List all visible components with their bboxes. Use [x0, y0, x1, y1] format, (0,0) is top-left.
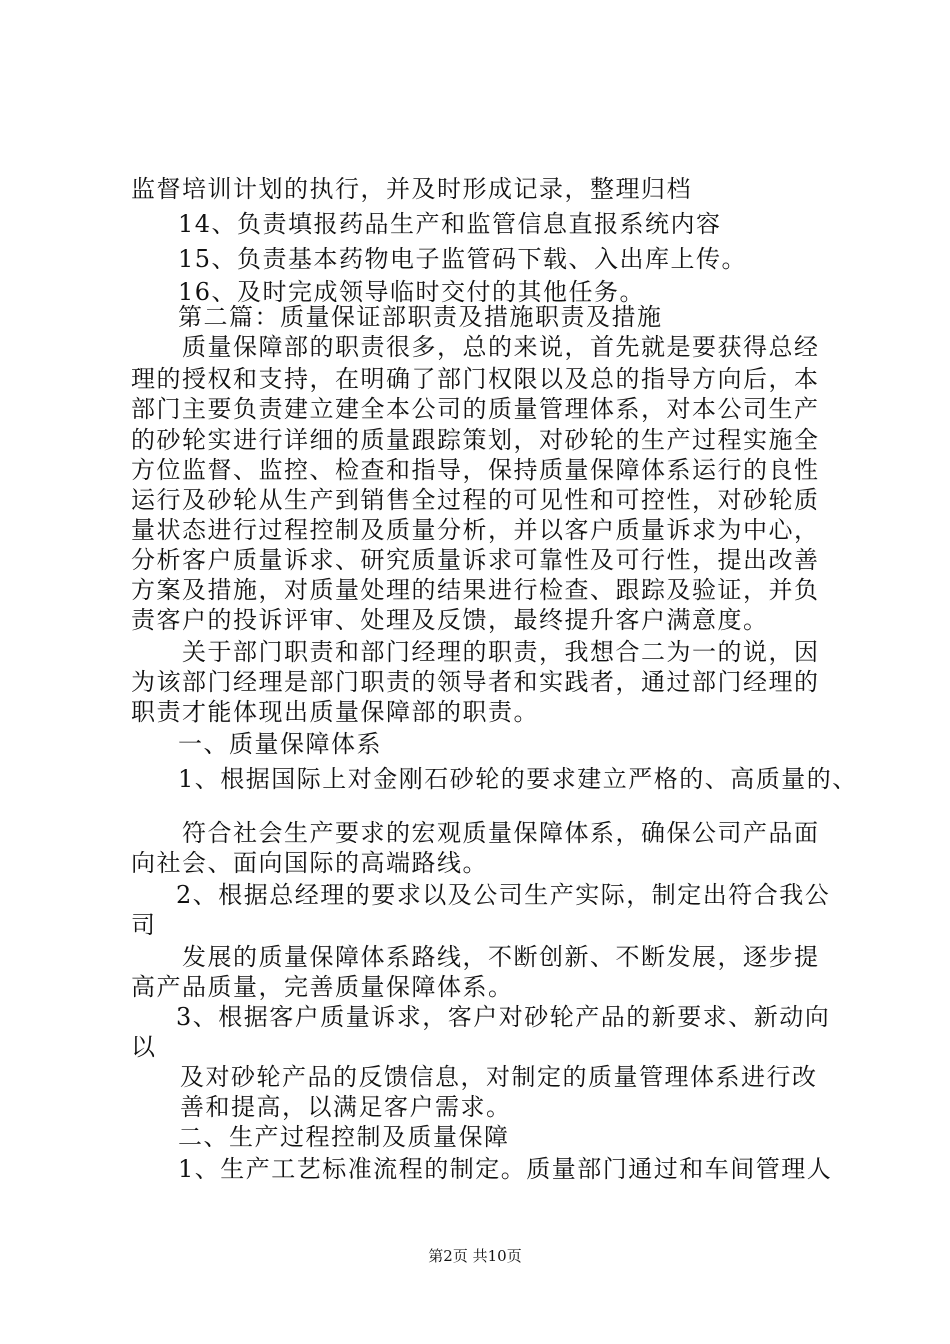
text-line: 理的授权和支持，在明确了部门权限以及总的指导方向后，本: [131, 365, 820, 393]
section-heading: 二、生产过程控制及质量保障: [178, 1123, 510, 1151]
text-line: 高产品质量，完善质量保障体系。: [131, 973, 514, 1001]
text-line: 关于部门职责和部门经理的职责，我想合二为一的说，因: [182, 638, 820, 666]
text-line: 3、根据客户质量诉求，客户对砂轮产品的新要求、新动向: [176, 1003, 831, 1031]
text-line: 2、根据总经理的要求以及公司生产实际，制定出符合我公: [176, 881, 831, 909]
text-line: 监督培训计划的执行，并及时形成记录，整理归档: [131, 175, 692, 203]
text-line: 善和提高，以满足客户需求。: [180, 1093, 512, 1121]
text-line: 符合社会生产要求的宏观质量保障体系，确保公司产品面: [182, 819, 820, 847]
text-line: 以: [131, 1033, 157, 1061]
text-line: 的砂轮实进行详细的质量跟踪策划，对砂轮的生产过程实施全: [131, 426, 820, 454]
text-line: 1、根据国际上对金刚石砂轮的要求建立严格的、高质量的、: [178, 765, 858, 793]
text-line: 运行及砂轮从生产到销售全过程的可见性和可控性，对砂轮质: [131, 486, 820, 514]
text-line: 15、负责基本药物电子监管码下载、入出库上传。: [178, 245, 748, 273]
text-line: 部门主要负责建立建全本公司的质量管理体系，对本公司生产: [131, 395, 820, 423]
text-line: 16、及时完成领导临时交付的其他任务。: [178, 278, 646, 306]
text-line: 分析客户质量诉求、研究质量诉求可靠性及可行性，提出改善: [131, 546, 820, 574]
text-line: 司: [131, 911, 157, 939]
text-line: 责客户的投诉评审、处理及反馈，最终提升客户满意度。: [131, 606, 769, 634]
page-footer: 第2页 共10页: [428, 1247, 522, 1265]
text-line: 质量保障部的职责很多，总的来说，首先就是要获得总经: [182, 333, 820, 361]
text-line: 量状态进行过程控制及质量分析，并以客户质量诉求为中心，: [131, 516, 820, 544]
section-heading: 第二篇：质量保证部职责及措施职责及措施: [178, 303, 663, 331]
text-line: 方案及措施，对质量处理的结果进行检查、跟踪及验证，并负: [131, 576, 820, 604]
text-line: 1、生产工艺标准流程的制定。质量部门通过和车间管理人: [178, 1155, 833, 1183]
text-line: 向社会、面向国际的高端路线。: [131, 849, 488, 877]
text-line: 职责才能体现出质量保障部的职责。: [131, 698, 539, 726]
text-line: 发展的质量保障体系路线，不断创新、不断发展，逐步提: [182, 943, 820, 971]
text-line: 14、负责填报药品生产和监管信息直报系统内容: [178, 210, 722, 238]
text-line: 为该部门经理是部门职责的领导者和实践者，通过部门经理的: [131, 668, 820, 696]
text-line: 方位监督、监控、检查和指导，保持质量保障体系运行的良性: [131, 456, 820, 484]
text-line: 及对砂轮产品的反馈信息，对制定的质量管理体系进行改: [180, 1063, 818, 1091]
section-heading: 一、质量保障体系: [178, 730, 382, 758]
